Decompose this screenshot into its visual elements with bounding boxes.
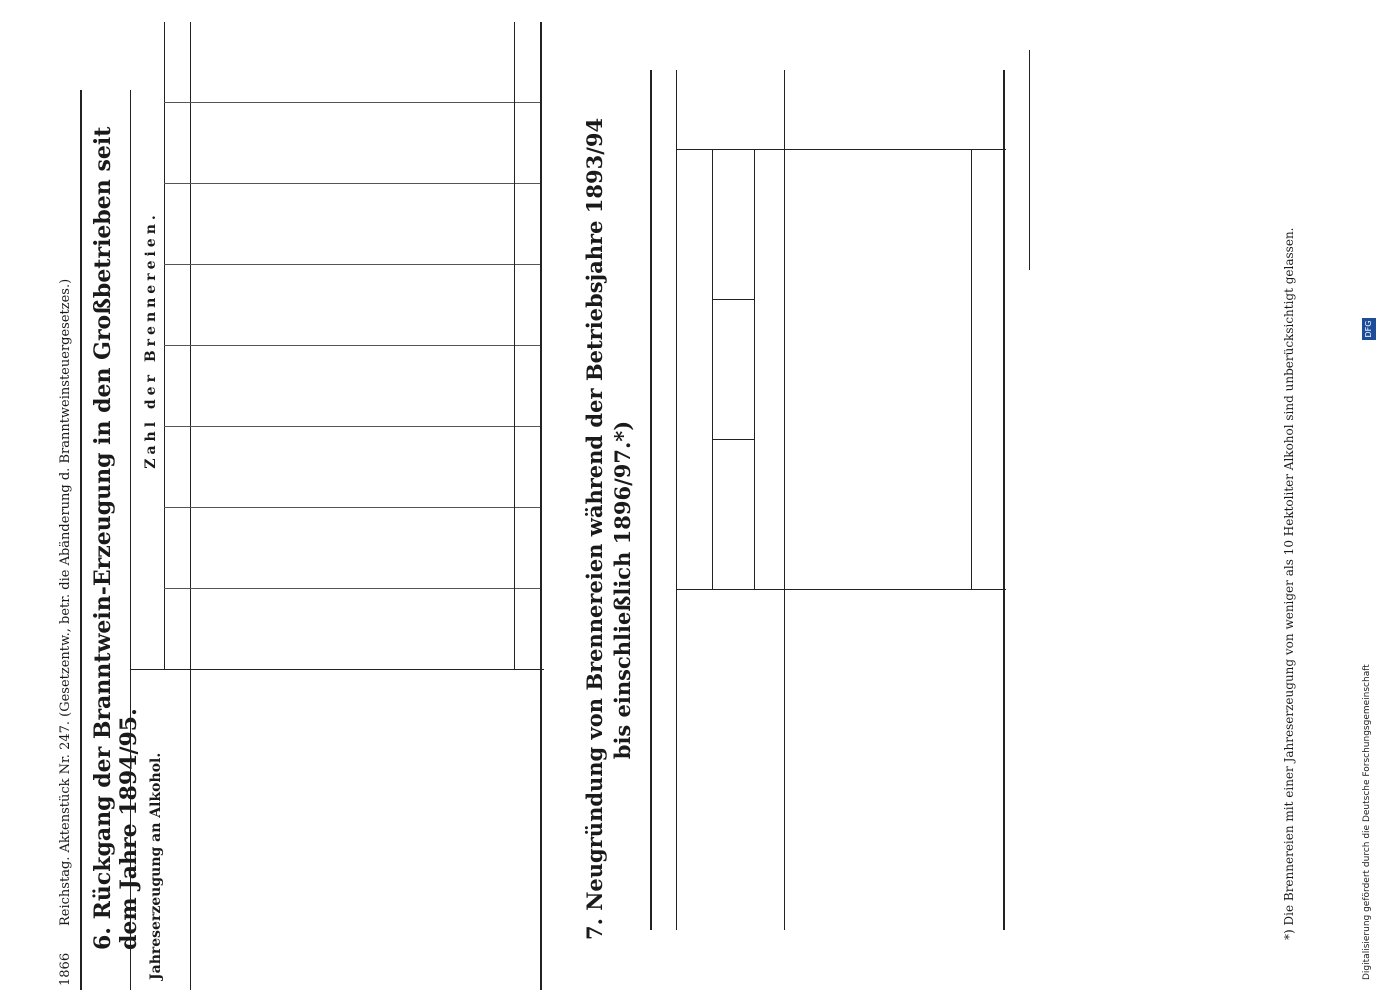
section7-grand-total-rule: [1029, 50, 1030, 270]
section6-col-divider: [164, 588, 542, 589]
running-title: Reichstag. Aktenstück Nr. 247. (Gesetzentw., betr. die Abänderung d. Branntweinsteuergesetzes.): [58, 278, 73, 926]
section7-header-bottom-rule: [784, 70, 785, 930]
dfg-logo: DFG: [1362, 318, 1376, 340]
page-number: 1866: [58, 952, 73, 986]
section6-col-divider: [164, 345, 542, 346]
section7-subheader-rule: [712, 150, 713, 590]
section6-row-header: Jahreserzeugung an Alkohol.: [148, 752, 164, 980]
section6-label-divider: [130, 669, 544, 670]
section6-top-rule: [130, 90, 131, 990]
section7-group-rule-top: [754, 150, 755, 590]
section7-total-rule: [971, 150, 972, 590]
section7-top-rule: [650, 70, 652, 930]
section7-col-divider: [676, 149, 1006, 150]
section6-total-rule: [514, 22, 515, 670]
section6-title: 6. Rückgang der Branntwein-Erzeugung in den Großbetrieben seit dem Jahre 1894/95.: [90, 126, 142, 950]
section7-bottom-rule: [1003, 70, 1005, 930]
section6-col-divider: [164, 264, 542, 265]
section6-header-bottom-rule: [190, 22, 191, 990]
footnote: *) Die Brennereien mit einer Jahreserzeugung von weniger als 10 Hektoliter Alkohol sind unberücksichtigt gelassen.: [1282, 227, 1296, 940]
section7-col-divider: [676, 589, 1006, 590]
section6-bottom-rule: [540, 22, 542, 990]
section6-col-divider: [164, 183, 542, 184]
header-rule: [80, 90, 82, 990]
section7-sub-divider: [712, 299, 754, 300]
section7-title-line1: 7. Neugründung von Brennereien während der Betriebsjahre 1893/94: [582, 117, 607, 940]
section7-sub-divider: [712, 439, 754, 440]
section6-year-rule-top: [164, 22, 165, 670]
section6-group-header: Zahl der Brennereien.: [143, 211, 159, 469]
section7-title-line2: bis einschließlich 1896/97.*): [610, 420, 635, 760]
section6-col-divider: [164, 102, 542, 103]
section7-number-rule: [676, 70, 677, 930]
digitization-note: Digitalisierung gefördert durch die Deutsche Forschungsgemeinschaft: [1362, 664, 1372, 980]
section6-col-divider: [164, 426, 542, 427]
section6-col-divider: [164, 507, 542, 508]
